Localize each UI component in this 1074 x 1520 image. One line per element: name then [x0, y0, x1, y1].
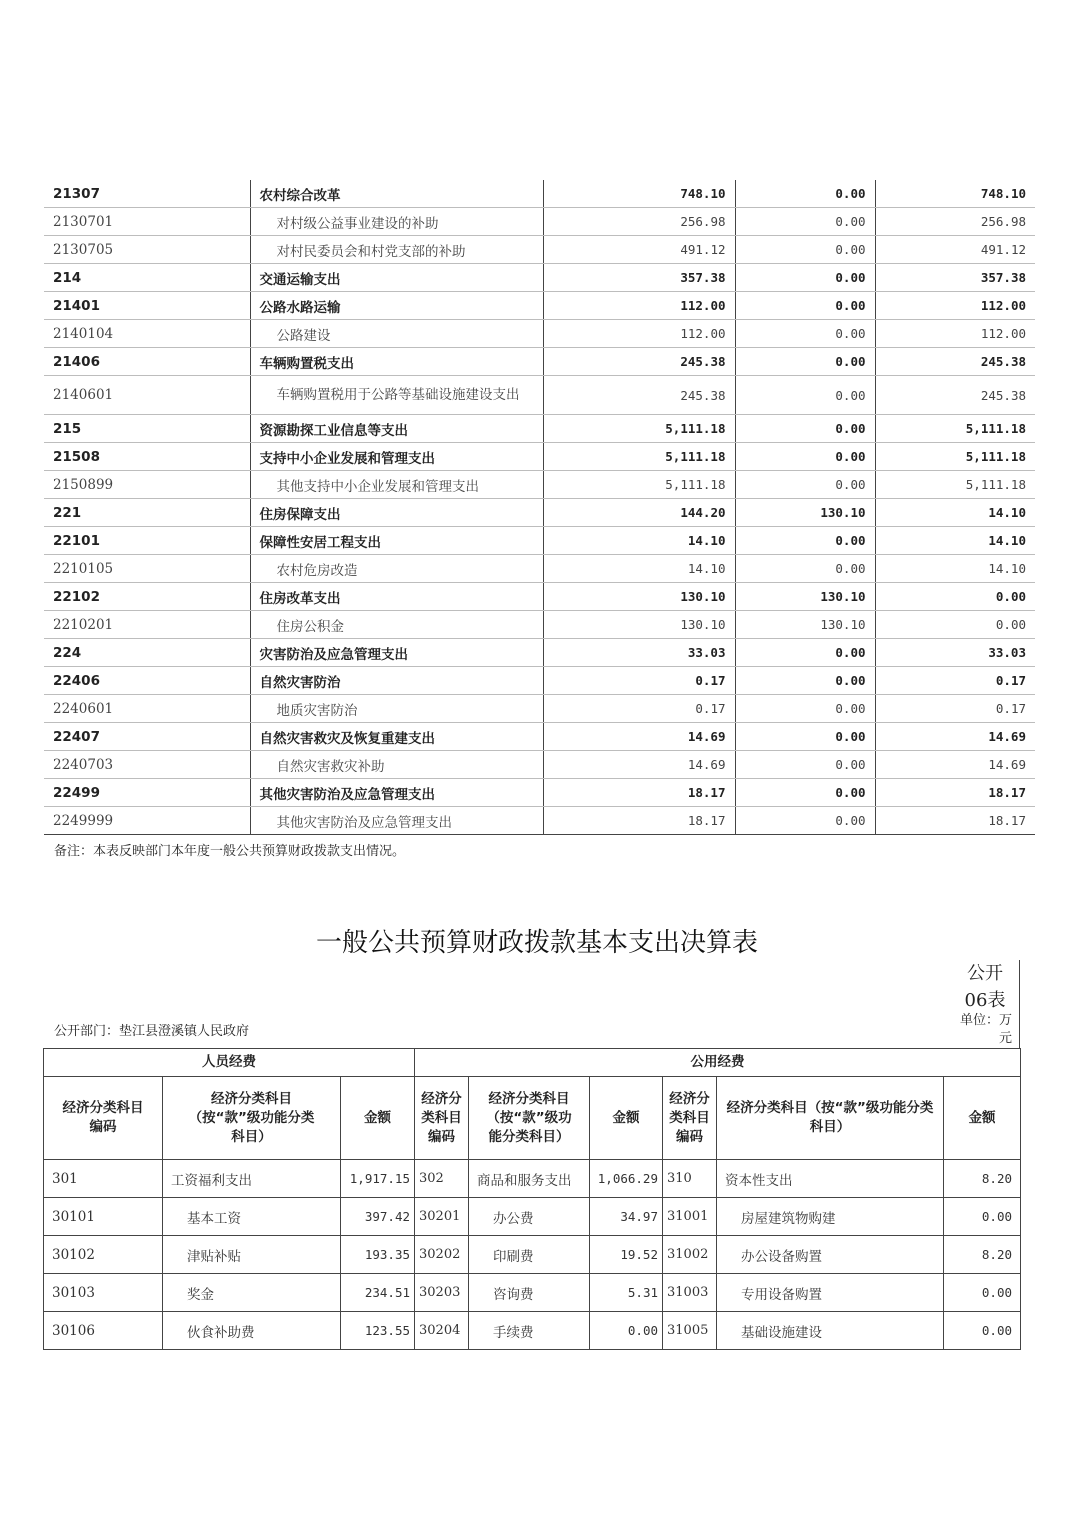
row-name: 对村民委员会和村党支部的补助 — [250, 236, 543, 264]
row-project: 14.69 — [875, 751, 1035, 779]
expenditure-table-body — [44, 180, 1035, 835]
row-basic: 0.00 — [735, 236, 875, 264]
table-row — [44, 751, 1035, 779]
row-code: 22407 — [44, 723, 250, 751]
goods-name: 手续费 — [469, 1312, 590, 1350]
row-name: 交通运输支出 — [250, 264, 543, 292]
personnel-name: 基本工资 — [163, 1198, 341, 1236]
row-project: 14.10 — [875, 555, 1035, 583]
header-code: 经济分类科目编码 — [44, 1077, 163, 1160]
row-project: 357.38 — [875, 264, 1035, 292]
table-row — [44, 208, 1035, 236]
row-project: 18.17 — [875, 807, 1035, 835]
goods-name: 印刷费 — [469, 1236, 590, 1274]
goods-name: 商品和服务支出 — [469, 1160, 590, 1198]
row-basic: 0.00 — [735, 471, 875, 499]
row-basic: 0.00 — [735, 264, 875, 292]
capital-amount: 0.00 — [944, 1274, 1021, 1312]
table-row — [44, 527, 1035, 555]
row-project: 18.17 — [875, 779, 1035, 807]
row-basic: 0.00 — [735, 807, 875, 835]
row-total: 18.17 — [543, 807, 735, 835]
goods-amount: 5.31 — [590, 1274, 663, 1312]
capital-name: 专用设备购置 — [717, 1274, 944, 1312]
row-name: 其他灾害防治及应急管理支出 — [250, 779, 543, 807]
goods-code: 30203 — [415, 1274, 469, 1312]
row-code: 2240601 — [44, 695, 250, 723]
capital-name: 基础设施建设 — [717, 1312, 944, 1350]
row-name: 住房改革支出 — [250, 583, 543, 611]
row-basic: 130.10 — [735, 583, 875, 611]
row-total: 491.12 — [543, 236, 735, 264]
table-row — [44, 236, 1035, 264]
row-total: 0.17 — [543, 667, 735, 695]
section-personnel: 人员经费 — [44, 1049, 415, 1077]
capital-code: 31005 — [663, 1312, 717, 1350]
unit-label: 单位：万元 — [960, 1013, 1013, 1046]
row-name: 对村级公益事业建设的补助 — [250, 208, 543, 236]
table-row — [44, 1236, 1021, 1274]
table-row — [44, 471, 1035, 499]
row-total: 112.00 — [543, 292, 735, 320]
goods-amount: 1,066.29 — [590, 1160, 663, 1198]
table-row — [44, 723, 1035, 751]
row-total: 18.17 — [543, 779, 735, 807]
row-project: 748.10 — [875, 180, 1035, 208]
row-name: 农村危房改造 — [250, 555, 543, 583]
goods-amount: 19.52 — [590, 1236, 663, 1274]
capital-amount: 0.00 — [944, 1198, 1021, 1236]
row-total: 256.98 — [543, 208, 735, 236]
divider — [1019, 960, 1020, 1048]
row-total: 33.03 — [543, 639, 735, 667]
personnel-amount: 123.55 — [341, 1312, 415, 1350]
personnel-code: 30101 — [44, 1198, 163, 1236]
table-row — [44, 583, 1035, 611]
table-row — [44, 1160, 1021, 1198]
row-code: 221 — [44, 499, 250, 527]
table-row — [44, 292, 1035, 320]
capital-amount: 0.00 — [944, 1312, 1021, 1350]
row-code: 2240703 — [44, 751, 250, 779]
goods-code: 30204 — [415, 1312, 469, 1350]
row-code: 2140601 — [44, 376, 250, 415]
row-project: 112.00 — [875, 292, 1035, 320]
row-basic: 0.00 — [735, 292, 875, 320]
header-name: 经济分类科目（按“款”级功能分类科目） — [163, 1077, 341, 1160]
page-title: 一般公共预算财政拨款基本支出决算表 — [315, 928, 758, 958]
table-row — [44, 320, 1035, 348]
personnel-name: 津贴补贴 — [163, 1236, 341, 1274]
header-name: 经济分类科目（按“款”级功能分类科目） — [717, 1077, 944, 1160]
basic-expenditure-table — [43, 1048, 1021, 1350]
personnel-code: 30106 — [44, 1312, 163, 1350]
row-code: 21406 — [44, 348, 250, 376]
row-name: 车辆购置税支出 — [250, 348, 543, 376]
personnel-code: 30102 — [44, 1236, 163, 1274]
personnel-name: 工资福利支出 — [163, 1160, 341, 1198]
table-row — [44, 415, 1035, 443]
table-row — [44, 1274, 1021, 1312]
row-basic: 0.00 — [735, 180, 875, 208]
table-row — [44, 499, 1035, 527]
row-code: 22499 — [44, 779, 250, 807]
row-project: 245.38 — [875, 348, 1035, 376]
row-total: 5,111.18 — [543, 471, 735, 499]
row-code: 22101 — [44, 527, 250, 555]
row-name: 支持中小企业发展和管理支出 — [250, 443, 543, 471]
expenditure-table — [44, 180, 1035, 835]
goods-amount: 34.97 — [590, 1198, 663, 1236]
row-basic: 0.00 — [735, 667, 875, 695]
row-project: 112.00 — [875, 320, 1035, 348]
row-basic: 0.00 — [735, 415, 875, 443]
goods-code: 302 — [415, 1160, 469, 1198]
row-name: 其他灾害防治及应急管理支出 — [250, 807, 543, 835]
table-row — [44, 1198, 1021, 1236]
goods-code: 30202 — [415, 1236, 469, 1274]
row-code: 21401 — [44, 292, 250, 320]
capital-code: 31003 — [663, 1274, 717, 1312]
personnel-amount: 234.51 — [341, 1274, 415, 1312]
row-project: 5,111.18 — [875, 443, 1035, 471]
row-total: 112.00 — [543, 320, 735, 348]
row-name: 自然灾害救灾补助 — [250, 751, 543, 779]
row-project: 0.00 — [875, 583, 1035, 611]
capital-code: 31002 — [663, 1236, 717, 1274]
row-total: 14.10 — [543, 555, 735, 583]
goods-code: 30201 — [415, 1198, 469, 1236]
row-code: 2210201 — [44, 611, 250, 639]
header-code: 经济分类科目编码 — [663, 1077, 717, 1160]
table-note: 备注：本表反映部门本年度一般公共预算财政拨款支出情况。 — [54, 844, 406, 859]
row-name: 其他支持中小企业发展和管理支出 — [250, 471, 543, 499]
goods-name: 办公费 — [469, 1198, 590, 1236]
row-code: 2130701 — [44, 208, 250, 236]
personnel-name: 奖金 — [163, 1274, 341, 1312]
row-name: 农村综合改革 — [250, 180, 543, 208]
row-total: 130.10 — [543, 583, 735, 611]
row-name: 公路水路运输 — [250, 292, 543, 320]
row-total: 14.69 — [543, 723, 735, 751]
table-row — [44, 807, 1035, 835]
personnel-amount: 397.42 — [341, 1198, 415, 1236]
row-basic: 0.00 — [735, 723, 875, 751]
row-basic: 130.10 — [735, 611, 875, 639]
row-name: 保障性安居工程支出 — [250, 527, 543, 555]
row-total: 357.38 — [543, 264, 735, 292]
row-code: 21508 — [44, 443, 250, 471]
basic-expenditure-table-body — [44, 1160, 1021, 1350]
row-name: 地质灾害防治 — [250, 695, 543, 723]
row-basic: 0.00 — [735, 527, 875, 555]
row-project: 491.12 — [875, 236, 1035, 264]
header-amount: 金额 — [341, 1077, 415, 1160]
row-name: 住房公积金 — [250, 611, 543, 639]
row-code: 2150899 — [44, 471, 250, 499]
row-name: 自然灾害救灾及恢复重建支出 — [250, 723, 543, 751]
table-row — [44, 443, 1035, 471]
row-project: 256.98 — [875, 208, 1035, 236]
table-row — [44, 348, 1035, 376]
personnel-code: 301 — [44, 1160, 163, 1198]
personnel-amount: 193.35 — [341, 1236, 415, 1274]
row-total: 245.38 — [543, 376, 735, 415]
row-total: 144.20 — [543, 499, 735, 527]
row-total: 130.10 — [543, 611, 735, 639]
row-name: 车辆购置税用于公路等基础设施建设支出 — [250, 376, 543, 415]
table-row — [44, 779, 1035, 807]
row-total: 5,111.18 — [543, 415, 735, 443]
row-code: 224 — [44, 639, 250, 667]
row-name: 公路建设 — [250, 320, 543, 348]
header-name: 经济分类科目（按“款”级功能分类科目） — [469, 1077, 590, 1160]
capital-code: 310 — [663, 1160, 717, 1198]
table-row — [44, 611, 1035, 639]
row-total: 14.69 — [543, 751, 735, 779]
row-project: 5,111.18 — [875, 471, 1035, 499]
goods-name: 咨询费 — [469, 1274, 590, 1312]
row-project: 245.38 — [875, 376, 1035, 415]
goods-amount: 0.00 — [590, 1312, 663, 1350]
table-row — [44, 180, 1035, 208]
capital-amount: 8.20 — [944, 1160, 1021, 1198]
row-project: 0.17 — [875, 695, 1035, 723]
row-project: 33.03 — [875, 639, 1035, 667]
row-project: 14.10 — [875, 527, 1035, 555]
row-project: 14.69 — [875, 723, 1035, 751]
row-basic: 0.00 — [735, 376, 875, 415]
row-code: 2140104 — [44, 320, 250, 348]
row-code: 215 — [44, 415, 250, 443]
table-row — [44, 667, 1035, 695]
row-code: 22102 — [44, 583, 250, 611]
row-project: 14.10 — [875, 499, 1035, 527]
row-basic: 0.00 — [735, 443, 875, 471]
row-code: 21307 — [44, 180, 250, 208]
table-row — [44, 1312, 1021, 1350]
row-basic: 130.10 — [735, 499, 875, 527]
capital-amount: 8.20 — [944, 1236, 1021, 1274]
table-row — [44, 639, 1035, 667]
row-total: 0.17 — [543, 695, 735, 723]
row-basic: 0.00 — [735, 695, 875, 723]
row-name: 资源勘探工业信息等支出 — [250, 415, 543, 443]
row-basic: 0.00 — [735, 555, 875, 583]
row-code: 2249999 — [44, 807, 250, 835]
row-basic: 0.00 — [735, 639, 875, 667]
table-row — [44, 555, 1035, 583]
capital-name: 房屋建筑物购建 — [717, 1198, 944, 1236]
row-basic: 0.00 — [735, 320, 875, 348]
row-total: 14.10 — [543, 527, 735, 555]
row-name: 住房保障支出 — [250, 499, 543, 527]
header-amount: 金额 — [590, 1077, 663, 1160]
row-code: 2210105 — [44, 555, 250, 583]
row-name: 自然灾害防治 — [250, 667, 543, 695]
capital-code: 31001 — [663, 1198, 717, 1236]
row-code: 214 — [44, 264, 250, 292]
header-code: 经济分类科目编码 — [415, 1077, 469, 1160]
row-basic: 0.00 — [735, 779, 875, 807]
table-number: 公开06表 — [964, 963, 1006, 1011]
row-total: 5,111.18 — [543, 443, 735, 471]
table-row — [44, 376, 1035, 415]
department-label: 公开部门：垫江县澄溪镇人民政府 — [54, 1024, 250, 1039]
row-basic: 0.00 — [735, 348, 875, 376]
section-public: 公用经费 — [415, 1049, 1021, 1077]
personnel-code: 30103 — [44, 1274, 163, 1312]
table-row — [44, 264, 1035, 292]
row-basic: 0.00 — [735, 208, 875, 236]
row-basic: 0.00 — [735, 751, 875, 779]
row-total: 245.38 — [543, 348, 735, 376]
personnel-name: 伙食补助费 — [163, 1312, 341, 1350]
row-name: 灾害防治及应急管理支出 — [250, 639, 543, 667]
row-project: 0.17 — [875, 667, 1035, 695]
row-project: 5,111.18 — [875, 415, 1035, 443]
row-project: 0.00 — [875, 611, 1035, 639]
table-row — [44, 695, 1035, 723]
personnel-amount: 1,917.15 — [341, 1160, 415, 1198]
header-amount: 金额 — [944, 1077, 1021, 1160]
row-code: 22406 — [44, 667, 250, 695]
row-total: 748.10 — [543, 180, 735, 208]
row-code: 2130705 — [44, 236, 250, 264]
capital-name: 资本性支出 — [717, 1160, 944, 1198]
capital-name: 办公设备购置 — [717, 1236, 944, 1274]
